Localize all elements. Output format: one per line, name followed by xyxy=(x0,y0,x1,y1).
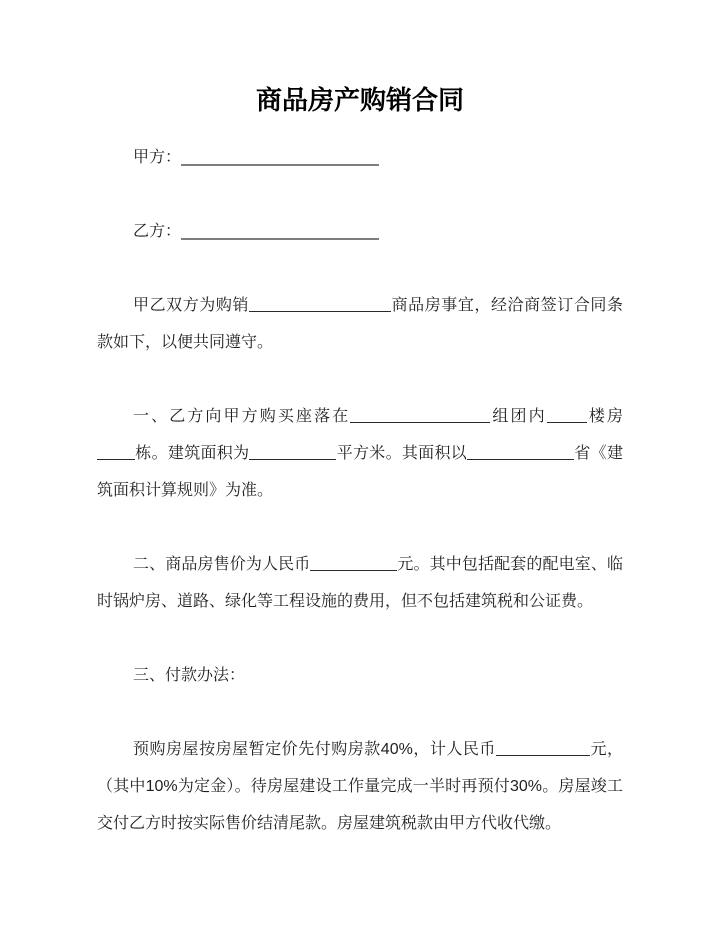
clause-4-text-2: 元，（其中10%为定金）。待房屋建设工作量完成一半时再预付30%。房屋竣工交付乙方时按实际售价结清尾款。房屋建筑税款由甲方代收代缴。 xyxy=(97,741,623,832)
clause-2-paragraph xyxy=(97,546,623,620)
clause-2-text-1: 二、商品房售价为人民币 xyxy=(133,556,311,573)
clause-4-paragraph xyxy=(97,731,623,842)
party-a-blank-field xyxy=(181,148,379,166)
intro-paragraph xyxy=(97,287,623,361)
party-b-blank-field xyxy=(181,222,379,240)
party-b-line xyxy=(97,213,623,250)
clause-1-text-3: 楼房 xyxy=(586,408,623,425)
floor-area-blank-field xyxy=(249,445,336,460)
clause-2-text-2: 元。其中包括配套的配电室、临时锅炉房、道路、绿化等工程设施的费用，但不包括建筑税和公证费。 xyxy=(97,556,623,610)
clause-3-heading: 三、付款办法： xyxy=(133,667,246,684)
cluster-number-blank-field xyxy=(547,408,587,423)
intro-text-pre: 甲乙双方为购销 xyxy=(133,297,249,314)
clause-1-text-1: 一、乙方向甲方购买座落在 xyxy=(133,408,351,425)
clause-1-text-6: 省《建筑面积计算规则》为准。 xyxy=(97,445,623,499)
down-payment-blank-field xyxy=(496,741,590,756)
party-a-label: 甲方： xyxy=(133,149,182,166)
project-name-blank-field xyxy=(249,297,391,312)
location-blank-field xyxy=(350,408,490,423)
clause-4-text-1: 预购房屋按房屋暂定价先付购房款40%，计人民币 xyxy=(133,741,496,758)
party-b-label: 乙方： xyxy=(133,223,182,240)
document-title: 商品房产购销合同 xyxy=(255,85,464,115)
clause-1-text-2: 组团内 xyxy=(490,408,547,425)
intro-text-post: 商品房事宜，经洽商签订合同条款如下，以便共同遵守。 xyxy=(97,297,623,351)
clause-1-paragraph xyxy=(97,398,623,509)
clause-1-text-4: 栋。建筑面积为 xyxy=(135,445,250,462)
party-a-line xyxy=(97,139,623,176)
province-blank-field xyxy=(467,445,574,460)
building-number-blank-field xyxy=(97,445,135,460)
sale-price-blank-field xyxy=(310,556,397,571)
clause-1-text-5: 平方米。其面积以 xyxy=(336,445,468,462)
